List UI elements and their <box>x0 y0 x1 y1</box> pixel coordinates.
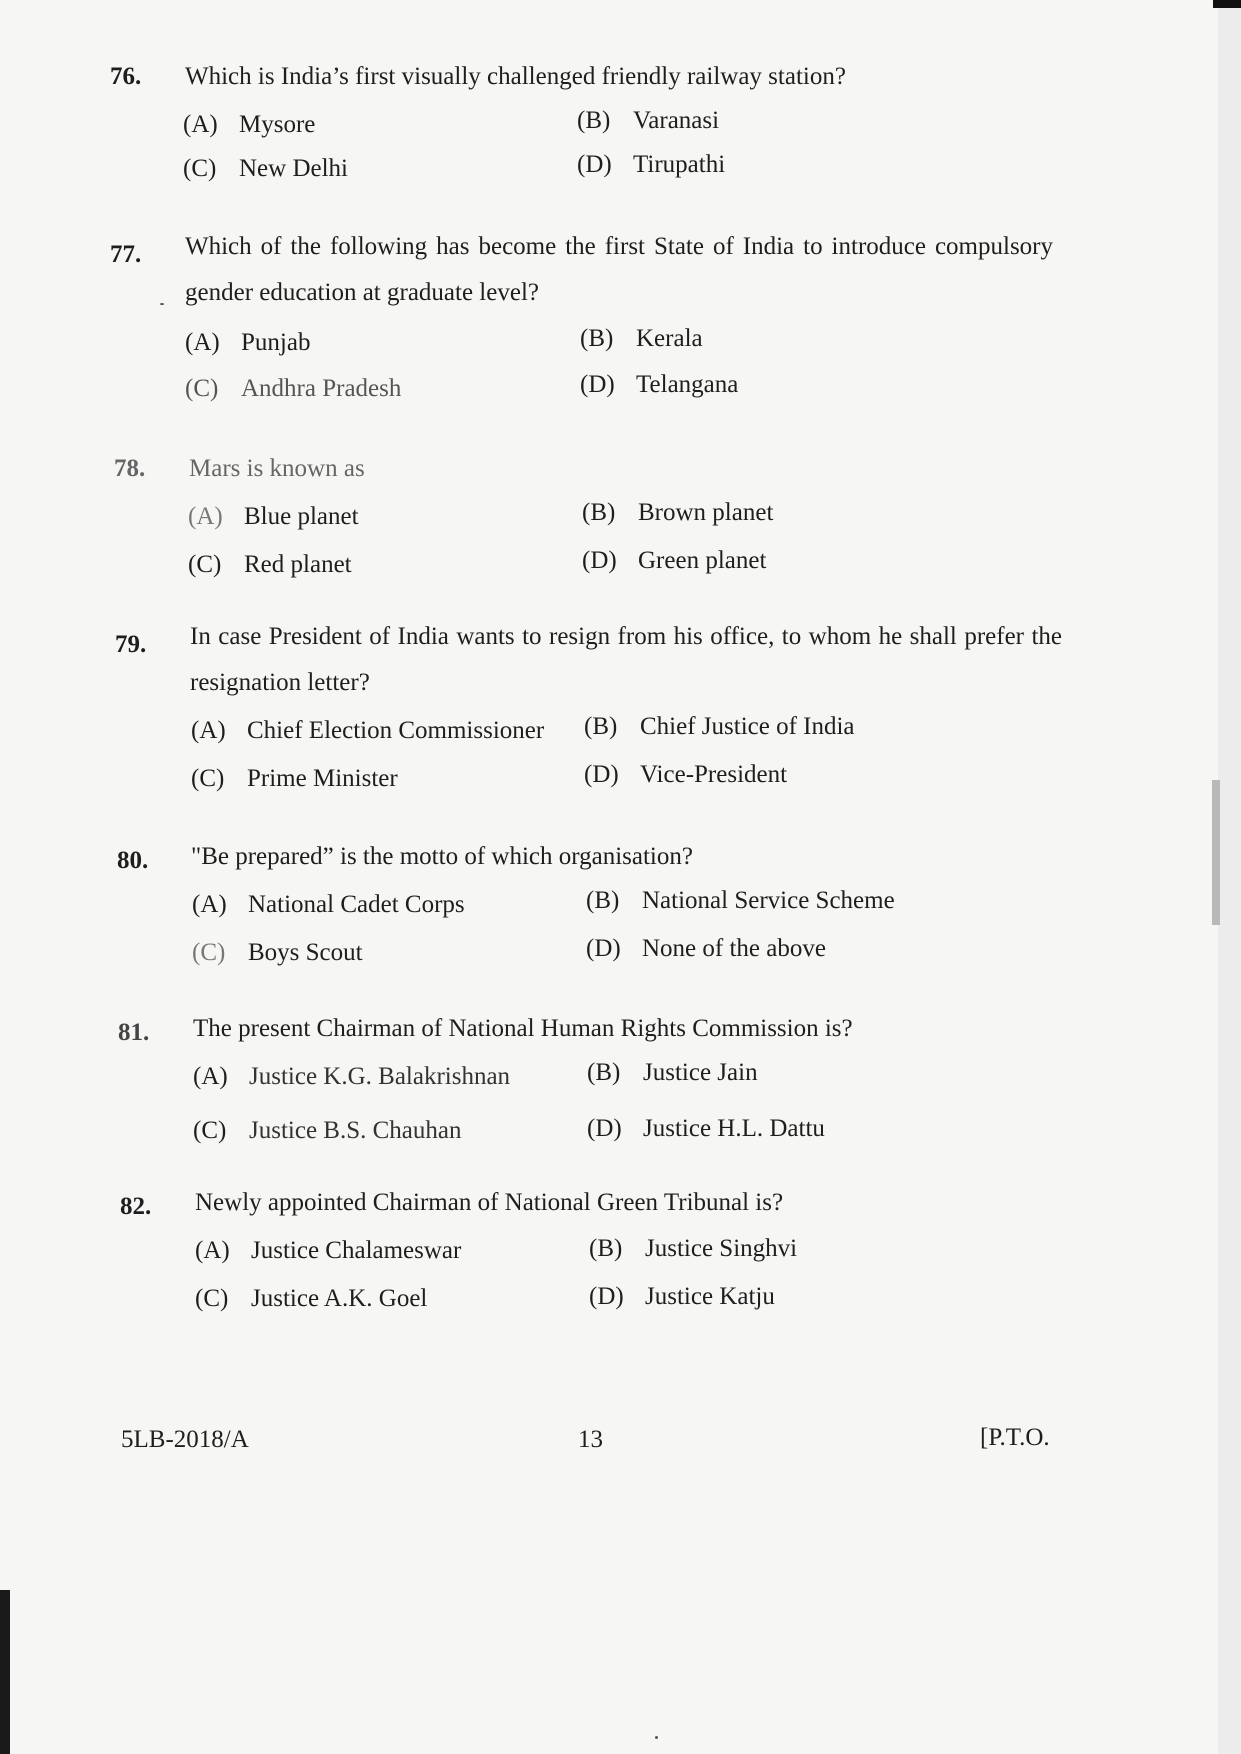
option-letter: (D) <box>577 151 612 178</box>
option-text: Justice Singhvi <box>645 1235 798 1262</box>
option-letter: (C) <box>191 765 225 792</box>
option-text: Vice-President <box>640 761 788 788</box>
option-d <box>586 926 826 972</box>
option-letter: (A) <box>188 503 223 530</box>
option-letter: (A) <box>195 1237 230 1264</box>
question-text: In case President of India wants to resign from his office, to whom he shall prefer the resignation letter? <box>190 623 1062 696</box>
option-letter: (C) <box>183 155 217 182</box>
option-b <box>584 704 855 750</box>
option-letter: (D) <box>587 1115 622 1142</box>
question-number: 77. <box>110 241 142 268</box>
scan-side-shadow <box>1212 780 1220 925</box>
option-d <box>587 1106 825 1152</box>
option-text: Telangana <box>636 371 739 398</box>
option-letter: (D) <box>584 761 619 788</box>
option-text: Prime Minister <box>247 765 398 792</box>
option-c <box>193 1108 462 1154</box>
question-78 <box>114 446 1064 586</box>
option-letter: (C) <box>192 939 226 966</box>
option-letter: (D) <box>586 935 621 962</box>
option-text: Chief Justice of India <box>640 713 855 740</box>
option-letter: (B) <box>582 499 616 526</box>
option-letter: (D) <box>589 1283 624 1310</box>
option-letter: (C) <box>188 551 222 578</box>
please-turn-over: [P.T.O. <box>980 1424 1050 1451</box>
question-text: "Be prepared” is the motto of which organisation? <box>191 843 693 870</box>
option-letter: (B) <box>589 1235 623 1262</box>
option-c <box>183 146 348 192</box>
option-a <box>185 320 310 366</box>
option-d <box>580 362 738 408</box>
question-80 <box>117 834 1067 974</box>
option-text: Justice Jain <box>643 1059 758 1086</box>
option-text: Justice Katju <box>645 1283 775 1310</box>
option-a <box>195 1228 461 1274</box>
paper-code: 5LB-2018/A <box>121 1426 249 1453</box>
question-77 <box>110 224 1060 414</box>
option-letter: (B) <box>577 107 611 134</box>
question-number: 81. <box>118 1019 150 1046</box>
question-76 <box>110 54 1060 194</box>
option-d <box>577 142 725 188</box>
option-letter: (C) <box>195 1285 229 1312</box>
option-a <box>193 1054 510 1100</box>
question-number: 82. <box>120 1193 152 1220</box>
option-d <box>582 538 766 584</box>
question-text: Mars is known as <box>189 455 365 482</box>
question-number: 78. <box>114 455 146 482</box>
option-letter: (A) <box>192 891 227 918</box>
option-a <box>191 708 544 754</box>
option-letter: (C) <box>193 1117 227 1144</box>
option-text: Mysore <box>239 111 316 138</box>
question-number: 76. <box>110 63 142 90</box>
option-c <box>192 930 363 976</box>
question-79 <box>115 614 1065 804</box>
option-text: Red planet <box>244 551 352 578</box>
option-text: Kerala <box>636 325 703 352</box>
question-text: Which of the following has become the first State of India to introduce compulsory gender education at graduate level? <box>185 233 1053 306</box>
scan-speck <box>655 1736 658 1739</box>
option-text: Blue planet <box>244 503 359 530</box>
question-81 <box>118 1006 1068 1146</box>
option-text: Justice Chalameswar <box>251 1237 462 1264</box>
option-text: Justice K.G. Balakrishnan <box>249 1063 511 1090</box>
question-text: Newly appointed Chairman of National Green Tribunal is? <box>195 1189 784 1216</box>
option-text: New Delhi <box>239 155 348 182</box>
option-letter: (B) <box>586 887 620 914</box>
option-letter: (B) <box>584 713 618 740</box>
question-number: 79. <box>115 631 147 658</box>
option-c <box>185 366 401 412</box>
option-text: Justice B.S. Chauhan <box>249 1117 462 1144</box>
option-c <box>195 1276 427 1322</box>
option-letter: (C) <box>185 375 219 402</box>
option-c <box>188 542 352 588</box>
option-text: Chief Election Commissioner <box>247 717 545 744</box>
option-text: Brown planet <box>638 499 774 526</box>
option-letter: (A) <box>193 1063 228 1090</box>
option-b <box>582 490 773 536</box>
option-text: National Service Scheme <box>642 887 895 914</box>
option-letter: (A) <box>185 329 220 356</box>
option-text: Justice A.K. Goel <box>251 1285 428 1312</box>
option-c <box>191 756 398 802</box>
option-b <box>577 98 719 144</box>
scan-edge-shadow <box>0 1590 10 1754</box>
option-text: Andhra Pradesh <box>241 375 402 402</box>
option-text: National Cadet Corps <box>248 891 465 918</box>
option-text: None of the above <box>642 935 826 962</box>
option-letter: (A) <box>191 717 226 744</box>
option-letter: (B) <box>587 1059 621 1086</box>
option-a <box>192 882 465 928</box>
option-a <box>183 102 315 148</box>
option-text: Justice H.L. Dattu <box>643 1115 825 1142</box>
option-letter: (D) <box>580 371 615 398</box>
option-letter: (D) <box>582 547 617 574</box>
question-number: 80. <box>117 847 149 874</box>
page-number: 13 <box>578 1426 603 1453</box>
option-b <box>586 878 895 924</box>
scan-speck <box>160 303 164 305</box>
question-82 <box>120 1180 1070 1320</box>
scan-corner-mark <box>1213 0 1241 8</box>
option-text: Punjab <box>241 329 311 356</box>
option-letter: (A) <box>183 111 218 138</box>
option-b <box>580 316 703 362</box>
option-b <box>587 1050 758 1096</box>
option-text: Green planet <box>638 547 767 574</box>
question-text: The present Chairman of National Human Rights Commission is? <box>193 1015 853 1042</box>
option-d <box>584 752 787 798</box>
option-a <box>188 494 359 540</box>
option-text: Varanasi <box>633 107 720 134</box>
option-text: Boys Scout <box>248 939 363 966</box>
option-text: Tirupathi <box>633 151 726 178</box>
option-letter: (B) <box>580 325 614 352</box>
option-b <box>589 1226 797 1272</box>
question-text: Which is India’s first visually challenged friendly railway station? <box>185 63 846 90</box>
option-d <box>589 1274 775 1320</box>
